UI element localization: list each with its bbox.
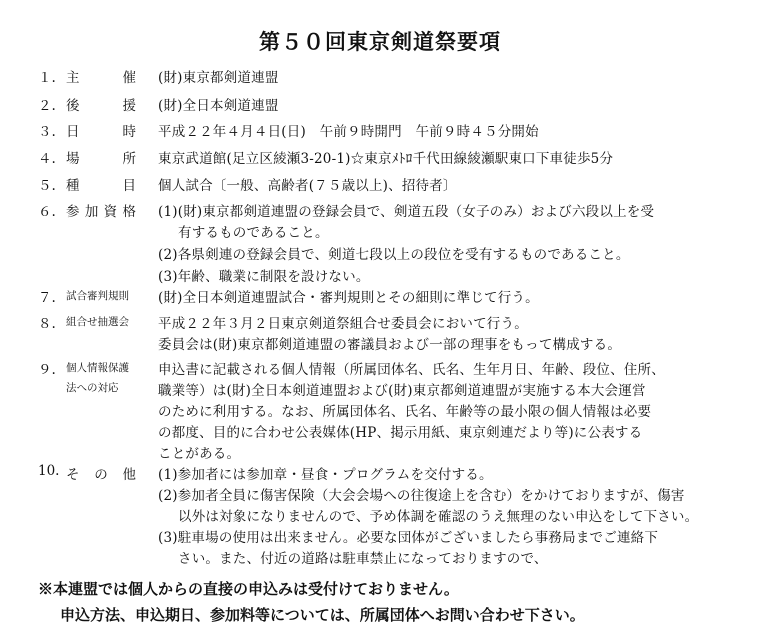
item-label: 種 目 [66, 178, 136, 194]
item-text: 有するものであること。 [178, 225, 329, 241]
item-text: さい。また、付近の道路は駐車禁止になっておりますので、 [178, 551, 548, 567]
item-text: (1)(財)東京都剣道連盟の登録会員で、剣道五段（女子のみ）および六段以上を受 [158, 204, 655, 220]
item-number: ５. [38, 178, 56, 194]
item-text: 個人試合〔一般、高齢者(７５歳以上)、招待者〕 [158, 178, 457, 194]
footer-note: 申込方法、申込期日、参加料等については、所属団体へお問い合わせ下さい。 [60, 606, 585, 624]
item-number: ４. [38, 151, 56, 167]
item-number: ７. [38, 290, 56, 306]
item-text: (2)参加者全員に傷害保険（大会会場への往復途上を含む）をかけておりますが、傷害 [158, 488, 685, 504]
item-text: (3)駐車場の使用は出来ません。必要な団体がございましたら事務局までご連絡下 [158, 530, 659, 546]
item-text: (財)全日本剣道連盟試合・審判規則とその細則に準じて行う。 [158, 290, 539, 306]
item-label: 場 所 [66, 151, 136, 167]
item-label: 主 催 [66, 70, 136, 86]
item-number: 10. [38, 463, 60, 479]
item-number: ６. [38, 204, 56, 220]
item-text: (財)東京都剣道連盟 [158, 70, 279, 86]
item-text: (1)参加者には参加章・昼食・プログラムを交付する。 [158, 467, 493, 483]
item-number: ２. [38, 98, 56, 114]
item-text: (財)全日本剣道連盟 [158, 98, 279, 114]
item-label: 日 時 [66, 124, 136, 140]
item-text: 平成２２年３月２日東京剣道祭組合せ委員会において行う。 [158, 316, 528, 332]
item-text: (3)年齢、職業に制限を設けない。 [158, 269, 370, 285]
item-label: 後 援 [66, 98, 136, 114]
item-text: の都度、目的に合わせ公表媒体(HP、掲示用紙、東京剣連だより等)に公表する [158, 425, 643, 441]
item-label: そ の 他 [66, 467, 136, 483]
item-text: 委員会は(財)東京都剣道連盟の審議員および一部の理事をもって構成する。 [158, 337, 622, 353]
item-text: 平成２２年４月４日(日) 午前９時開門 午前９時４５分開始 [158, 124, 539, 140]
item-text: 東京武道館(足立区綾瀬3-20-1)☆東京ﾒﾄﾛ千代田線綾瀬駅東口下車徒歩5分 [158, 151, 614, 167]
item-label: 参 加 資 格 [66, 204, 136, 220]
item-text: (2)各県剣連の登録会員で、剣道七段以上の段位を受有するものであること。 [158, 247, 630, 263]
item-number: ３. [38, 124, 56, 140]
item-number: ８. [38, 316, 56, 332]
item-number: １. [38, 70, 56, 86]
footer-note: ※本連盟では個人からの直接の申込みは受付けておりません。 [38, 580, 459, 598]
item-label-2: 法への対応 [66, 382, 119, 394]
page-title: 第５０回東京剣道祭要項 [259, 29, 501, 54]
item-label: 試合審判規則 [66, 290, 129, 302]
item-text: 以外は対象になりませんので、予め体調を確認のうえ無理のない申込をして下さい。 [178, 509, 699, 525]
item-label: 組合せ抽選会 [66, 316, 129, 328]
item-text: 職業等）は(財)全日本剣道連盟および(財)東京都剣道連盟が実施する本大会運営 [158, 383, 646, 399]
item-label: 個人情報保護 [66, 362, 129, 374]
item-text: ことがある。 [158, 446, 241, 462]
item-text: 申込書に記載される個人情報（所属団体名、氏名、生年月日、年齢、段位、住所、 [158, 362, 665, 378]
item-text: のために利用する。なお、所属団体名、氏名、年齢等の最小限の個人情報は必要 [158, 404, 652, 420]
item-number: ９. [38, 362, 56, 378]
